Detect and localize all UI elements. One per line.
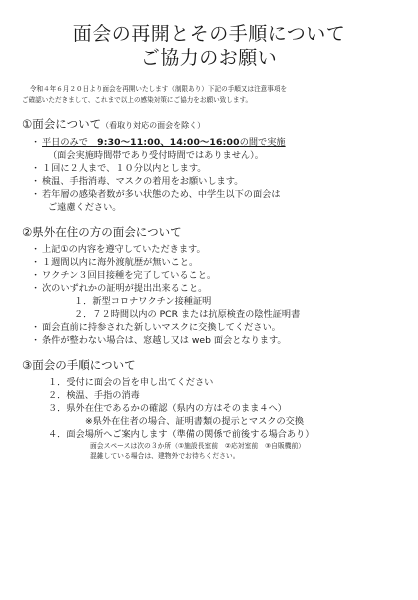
intro-line-2: ご確認いただきまして、これまで以上の感染対策にご協力をお願い致します。 xyxy=(22,96,253,104)
section-out-of-prefecture-title: ②県外在住の方の面会について xyxy=(22,225,182,239)
list-item: ・ 条件が整わない場合は、窓越し又は web 面会となります。 xyxy=(22,334,396,347)
list-item: ・ ワクチン３回目接種を完了していること。 xyxy=(22,269,396,282)
section-visiting xyxy=(22,117,396,214)
list-item-continuation: ご遠慮ください。 xyxy=(48,202,122,213)
section-procedure xyxy=(22,358,396,461)
procedure-step-note: ※県外在住者の場合、証明書類の提示とマスクの交換 xyxy=(85,416,305,427)
certificate-option: ２．７２時間以内の PCR または抗原検査の陰性証明書 xyxy=(74,309,301,320)
schedule-text xyxy=(42,137,240,148)
list-item: ・ １回に２人まで、１０分以内とします。 xyxy=(22,162,396,175)
certificate-options xyxy=(22,295,396,321)
procedure-step: ２．検温、手指の消毒 xyxy=(48,390,140,401)
section-visiting-heading: ①面会について xyxy=(22,117,102,131)
list-item xyxy=(22,188,396,214)
schedule-item xyxy=(22,136,396,162)
schedule-prefix: 平日のみで xyxy=(42,137,98,148)
schedule-suffix: の間で実施 xyxy=(239,137,286,148)
list-item: ・ １週間以内に海外渡航歴が無いこと。 xyxy=(22,256,396,269)
section-visiting-note: （看取り対応の面会を除く） xyxy=(101,121,206,130)
list-item-text: 若年層の感染者数が多い状態のため、中学生以下の面会は xyxy=(42,189,281,200)
list-item: ・ 上記①の内容を遵守していただきます。 xyxy=(22,243,396,256)
intro-paragraph xyxy=(22,84,396,106)
certificate-option: １．新型コロナワクチン接種証明 xyxy=(74,296,212,307)
schedule-times: 9:30～11:00、14:00～16:00 xyxy=(97,137,240,148)
intro-line-1: 令和４年６月２０日より面会を再開いたします（制限あり）下記の手順又は注意事項を xyxy=(29,85,288,93)
procedure-step: １．受付に面会の旨を申し出てください xyxy=(48,377,214,388)
procedure-step-detail: 面会スペースは次の３か所（①施設長室前 ②応対室前 ③自販機前） xyxy=(90,442,306,450)
section-procedure-title: ③面会の手順について xyxy=(22,358,136,372)
list-item: ・ 次のいずれかの証明が提出出来ること。 xyxy=(22,282,396,295)
section-visiting-list xyxy=(22,136,396,214)
list-item: ・ 面会直前に持参された新しいマスクに交換してください。 xyxy=(22,321,396,334)
page-title xyxy=(22,22,396,70)
section-out-of-prefecture-list-2 xyxy=(22,321,396,347)
page-title-line-2: ご協力のお願い xyxy=(140,47,278,69)
list-item: ・ 検温、手指消毒、マスクの着用をお願いします。 xyxy=(22,175,396,188)
page-title-line-1: 面会の再開とその手順について xyxy=(72,23,346,45)
schedule-continuation: （面会実施時間帯であり受付時間ではありません）。 xyxy=(48,150,264,161)
procedure-step-detail: 混雑している場合は、建物外でお待ちください。 xyxy=(90,452,240,460)
procedure-step: ４．面会場所へご案内します（準備の関係で前後する場合あり） xyxy=(48,429,315,440)
section-visiting-title xyxy=(22,117,396,133)
section-out-of-prefecture xyxy=(22,225,396,347)
section-out-of-prefecture-list xyxy=(22,243,396,295)
procedure-steps xyxy=(22,376,396,461)
procedure-step: ３．県外在住であるかの確認（県内の方はそのまま４へ） xyxy=(48,403,287,414)
